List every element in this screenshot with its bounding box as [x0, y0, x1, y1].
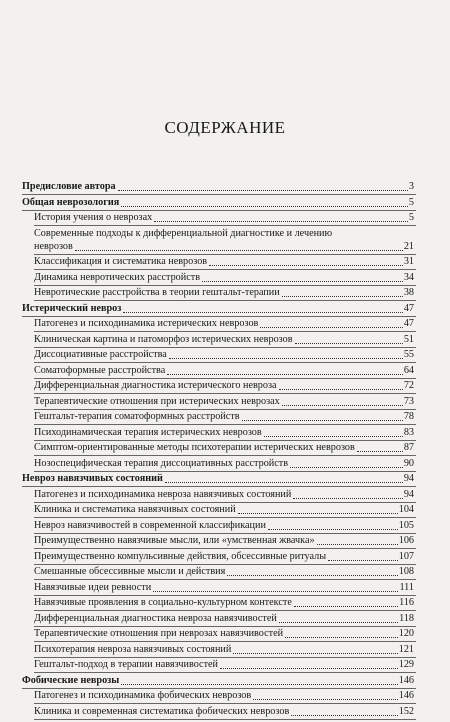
dot-leader	[202, 281, 403, 282]
toc-label: Нозоспецифическая терапия диссоциативных расстройств	[34, 457, 289, 469]
toc-label: Симптом-ориентированные методы психотерапии истерических неврозов	[34, 442, 355, 453]
row-rule	[34, 300, 416, 301]
toc-page-number: 38	[403, 287, 414, 298]
dot-leader	[121, 206, 408, 207]
toc-page-number: 34	[403, 271, 414, 283]
dot-leader	[154, 221, 408, 222]
dot-leader	[279, 389, 403, 390]
toc-entry	[34, 241, 414, 253]
toc-label: История учения о неврозах	[34, 212, 153, 223]
toc-label: Терапевтические отношения при неврозах навязчивостей	[34, 628, 284, 639]
toc-entry	[34, 287, 414, 299]
toc-entry	[34, 690, 414, 702]
toc-entry	[34, 535, 414, 547]
toc-page-number: 78	[403, 411, 414, 422]
toc-label: Дифференциальная диагностика невроза навязчивостей	[34, 612, 277, 624]
toc-page-number: 94	[403, 488, 414, 500]
dot-leader	[153, 591, 398, 592]
toc-label: Патогенез и психодинамика фобических неврозов	[34, 690, 252, 701]
toc-label: Патогенез и психодинамика истерических неврозов	[34, 318, 259, 329]
toc-entry	[34, 489, 414, 501]
row-rule	[34, 285, 416, 286]
toc-page-number: 116	[399, 597, 414, 608]
dot-leader	[260, 327, 402, 328]
row-rule	[34, 393, 416, 394]
row-rule	[34, 533, 416, 534]
toc-label: Динамика невротических расстройств	[34, 271, 200, 283]
row-rule	[34, 548, 416, 549]
row-rule	[34, 626, 416, 627]
toc-label: Клиника и современная систематика фобических неврозов	[34, 705, 290, 717]
toc-label: Навязчивые проявления в социально-культурном контексте	[34, 597, 292, 608]
row-rule	[34, 610, 416, 611]
toc-label: Дифференциальная диагностика истерического невроза	[34, 380, 277, 391]
toc-page-number: 104	[398, 504, 414, 515]
toc-page-number: 3	[408, 181, 414, 192]
row-rule	[34, 440, 416, 441]
row-rule	[34, 641, 416, 642]
toc-page-number: 55	[403, 349, 414, 360]
row-rule	[34, 331, 416, 332]
toc-section	[22, 675, 414, 687]
row-rule	[22, 210, 416, 211]
page-title: СОДЕРЖАНИЕ	[164, 118, 286, 137]
toc-entry	[34, 659, 414, 671]
toc-page-number: 120	[398, 628, 414, 639]
toc-page-number: 31	[403, 256, 414, 267]
toc-label: Невроз навязчивостей в современной классификации	[34, 519, 266, 531]
toc-label: Психотерапия невроза навязчивых состояний	[34, 643, 232, 655]
toc-entry	[34, 706, 414, 718]
dot-leader	[279, 622, 398, 623]
dot-leader	[290, 467, 403, 468]
toc-page-number: 51	[403, 333, 414, 345]
dot-leader	[242, 420, 403, 421]
toc-label: Истерический невроз	[22, 302, 122, 314]
toc-page-number: 21	[403, 240, 414, 252]
toc-page-number: 64	[403, 364, 414, 376]
toc-entry	[34, 427, 414, 439]
toc-label: Смешанные обсессивные мысли и действия	[34, 566, 226, 577]
dot-leader	[238, 513, 398, 514]
row-rule	[34, 269, 416, 270]
dot-leader	[293, 498, 403, 499]
toc-label: Невротические расстройства в теории гештальт-терапии	[34, 287, 280, 298]
toc-label: Клиническая картина и патоморфоз истерических неврозов	[34, 333, 293, 345]
toc-label: Клиника и систематика навязчивых состояний	[34, 504, 236, 515]
toc-entry	[34, 644, 414, 656]
toc-label: Классификация и систематика неврозов	[34, 256, 208, 267]
dot-leader	[169, 358, 403, 359]
row-rule	[34, 564, 416, 565]
dot-leader	[121, 684, 397, 685]
dot-leader	[317, 544, 398, 545]
toc-entry	[34, 597, 414, 609]
dot-leader	[227, 575, 397, 576]
toc-label: Гештальт-подход в терапии навязчивостей	[34, 659, 219, 670]
row-rule	[22, 316, 416, 317]
toc-page-number: 5	[408, 212, 414, 223]
toc-label: Общая неврозология	[22, 196, 120, 208]
toc-label: Соматоформные расстройства	[34, 364, 166, 376]
toc-page-number: 94	[403, 473, 414, 484]
toc-page-number: 129	[398, 659, 414, 670]
row-rule	[34, 672, 416, 673]
toc-entry	[34, 318, 414, 330]
toc-label: Фобические неврозы	[22, 674, 120, 686]
toc-page-number: 5	[408, 196, 414, 208]
toc-page-number: 47	[403, 318, 414, 329]
toc-entry	[34, 334, 414, 346]
toc-entry	[34, 396, 414, 408]
dot-leader	[253, 699, 398, 700]
toc-entry	[34, 212, 414, 224]
toc-entry	[34, 613, 414, 625]
row-rule	[34, 657, 416, 658]
toc-page-number: 73	[403, 395, 414, 407]
dot-leader	[220, 668, 398, 669]
toc-page-number: 146	[398, 690, 414, 701]
dot-leader	[282, 405, 403, 406]
toc-page-number: 107	[398, 550, 414, 562]
toc-page-number: 146	[398, 674, 414, 686]
toc-page-number: 118	[399, 612, 414, 624]
toc-label: Психодинамическая терапия истерических неврозов	[34, 426, 262, 438]
dot-leader	[264, 436, 403, 437]
row-rule	[22, 194, 416, 195]
row-rule	[34, 471, 416, 472]
toc-entry	[34, 628, 414, 640]
toc-label: Терапевтические отношения при истерических неврозах	[34, 395, 280, 407]
dot-leader	[75, 250, 403, 251]
toc-entry	[34, 551, 414, 563]
dot-leader	[118, 190, 408, 191]
toc-page-number: 106	[398, 535, 414, 546]
toc-entry	[34, 365, 414, 377]
toc-page-number: 72	[403, 380, 414, 391]
dot-leader	[165, 482, 403, 483]
toc-entry	[34, 566, 414, 578]
toc-entry	[34, 349, 414, 361]
toc-label: Невроз навязчивых состояний	[22, 473, 163, 484]
toc-entry-line: Современные подходы к дифференциальной диагностике и лечению	[34, 227, 333, 239]
toc-section	[22, 181, 414, 193]
toc-page-number: 108	[398, 566, 414, 577]
row-rule	[34, 409, 416, 410]
toc-label: Навязчивые идеи ревности	[34, 581, 152, 593]
row-rule	[34, 225, 416, 226]
row-rule	[34, 517, 416, 518]
dot-leader	[123, 312, 402, 313]
toc-page-number: 111	[399, 581, 414, 593]
dot-leader	[167, 374, 403, 375]
toc-page-number: 87	[403, 442, 414, 453]
row-rule	[34, 595, 416, 596]
dot-leader	[233, 653, 397, 654]
toc-page-number: 121	[398, 643, 414, 655]
row-rule	[34, 579, 416, 580]
toc-page-number: 105	[398, 519, 414, 531]
row-rule	[34, 502, 416, 503]
row-rule	[34, 703, 416, 704]
toc-page-number: 90	[403, 457, 414, 469]
dot-leader	[328, 560, 398, 561]
toc-label: Диссоциативные расстройства	[34, 349, 167, 360]
toc-label: Преимущественно навязчивые мысли, или «умственная жвачка»	[34, 535, 315, 546]
row-rule	[34, 347, 416, 348]
row-rule	[34, 424, 416, 425]
row-rule	[22, 486, 416, 487]
dot-leader	[295, 343, 403, 344]
toc-entry	[34, 520, 414, 532]
toc-page-number: 152	[398, 705, 414, 717]
toc-page-number: 47	[403, 302, 414, 314]
toc-entry	[34, 380, 414, 392]
toc-entry	[34, 504, 414, 516]
dot-leader	[294, 606, 398, 607]
toc-entry	[34, 458, 414, 470]
toc-label: Преимущественно компульсивные действия, обсессивные ритуалы	[34, 550, 327, 562]
toc-page-number: 83	[403, 426, 414, 438]
row-rule	[34, 719, 416, 720]
dot-leader	[282, 296, 403, 297]
toc-label: неврозов	[34, 240, 73, 252]
row-rule	[34, 254, 416, 255]
dot-leader	[285, 637, 398, 638]
dot-leader	[357, 451, 403, 452]
toc-entry	[34, 582, 414, 594]
dot-leader	[209, 265, 403, 266]
toc-entry	[34, 272, 414, 284]
toc-label: Предисловие автора	[22, 181, 116, 192]
toc-section	[22, 197, 414, 209]
toc-entry	[34, 442, 414, 454]
toc-entry	[34, 411, 414, 423]
row-rule	[34, 362, 416, 363]
toc-entry	[34, 256, 414, 268]
toc-section	[22, 473, 414, 485]
toc-section	[22, 303, 414, 315]
dot-leader	[291, 715, 397, 716]
toc-label: Гештальт-терапия соматоформных расстройств	[34, 411, 240, 422]
row-rule	[34, 455, 416, 456]
toc-label: Патогенез и психодинамика невроза навязчивых состояний	[34, 488, 292, 500]
dot-leader	[268, 529, 398, 530]
row-rule	[34, 378, 416, 379]
row-rule	[22, 688, 416, 689]
